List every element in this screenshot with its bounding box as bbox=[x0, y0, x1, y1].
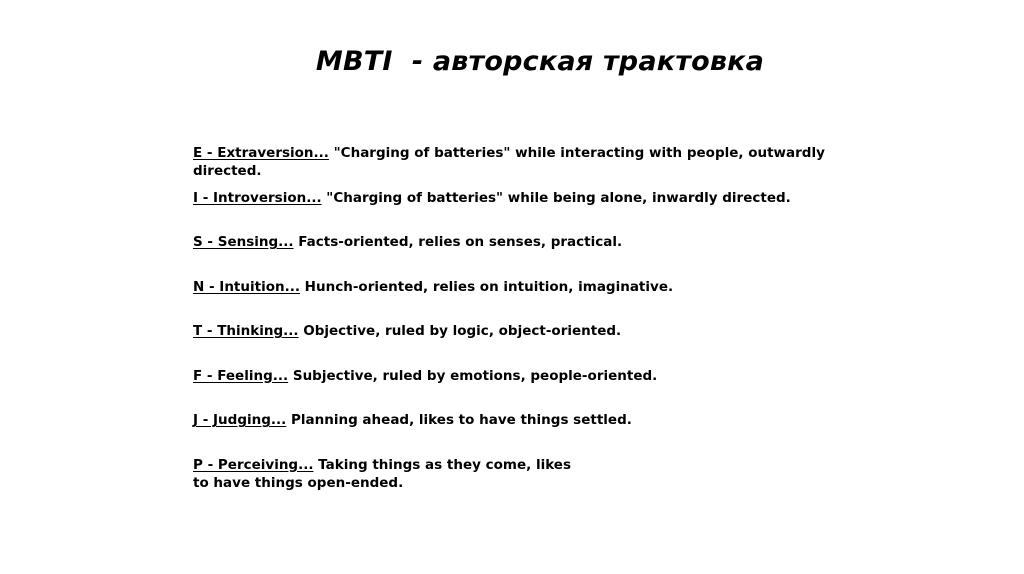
term-sensing: S - Sensing... bbox=[193, 234, 294, 250]
term-feeling: F - Feeling... bbox=[193, 367, 289, 384]
description-thinking: Objective, ruled by logic, object-oriented. bbox=[298, 323, 622, 339]
description-perceiving: Taking things as they come, likes to have things open-ended. bbox=[193, 456, 571, 491]
term-judging: J - Judging... bbox=[193, 412, 287, 428]
description-feeling: Subjective, ruled by emotions, people-oriented. bbox=[288, 367, 658, 384]
definition-judging bbox=[193, 411, 893, 456]
term-introversion: I - Introversion... bbox=[193, 189, 322, 206]
definition-intuition bbox=[193, 278, 893, 323]
slide-title: MBTI - авторская трактовка bbox=[315, 46, 765, 77]
definition-thinking bbox=[193, 322, 893, 367]
term-intuition: N - Intuition... bbox=[193, 278, 300, 295]
definition-perceiving bbox=[193, 456, 583, 492]
description-sensing: Facts-oriented, relies on senses, practical. bbox=[293, 234, 623, 250]
definition-list bbox=[193, 144, 893, 492]
definition-feeling bbox=[193, 367, 893, 412]
definition-sensing bbox=[193, 233, 893, 278]
description-extraversion: "Charging of batteries" while interacting with people, outwardly directed. bbox=[193, 145, 825, 179]
description-intuition: Hunch-oriented, relies on intuition, imaginative. bbox=[299, 278, 674, 295]
term-extraversion: E - Extraversion... bbox=[193, 145, 329, 161]
term-perceiving: P - Perceiving... bbox=[193, 456, 314, 473]
description-introversion: "Charging of batteries" while being alone, inwardly directed. bbox=[321, 189, 791, 206]
description-judging: Planning ahead, likes to have things settled. bbox=[286, 412, 632, 428]
term-thinking: T - Thinking... bbox=[193, 323, 299, 339]
definition-extraversion bbox=[193, 144, 893, 189]
definition-introversion bbox=[193, 189, 893, 234]
